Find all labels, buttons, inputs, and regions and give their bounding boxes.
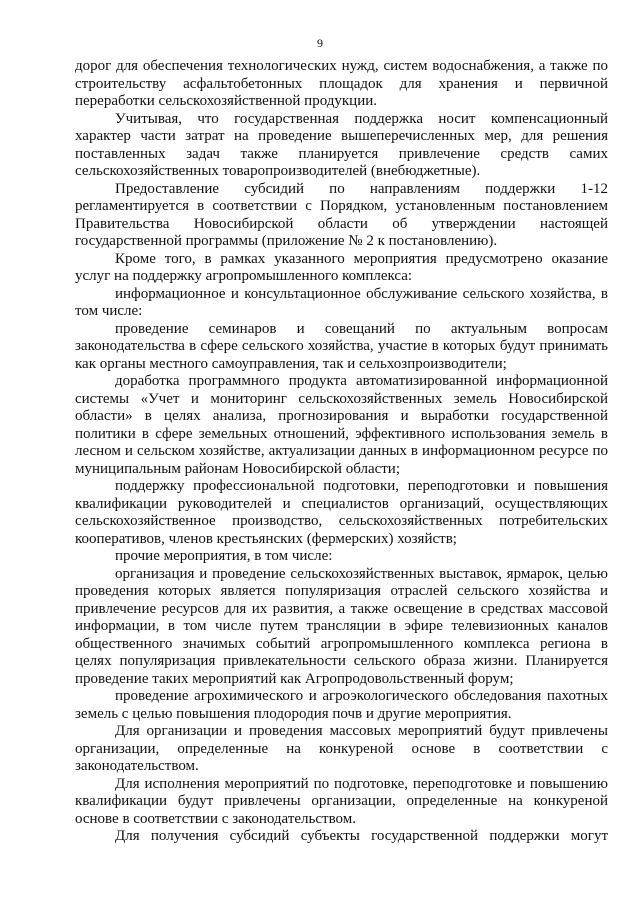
paragraph: Кроме того, в рамках указанного мероприятия предусмотрено оказание услуг на поддержку агропромышленного комплекса: (75, 250, 608, 284)
paragraph: информационное и консультационное обслуживание сельского хозяйства, в том числе: (75, 285, 608, 319)
paragraph: Предоставление субсидий по направлениям поддержки 1-12 регламентируется в соответствии с Порядком, установленным постановлением Правительства Новосибирской области об утверждении настоящей государственной программы (приложение № 2 к постановлению). (75, 180, 608, 249)
paragraph: Для организации и проведения массовых мероприятий будут привлечены организации, определенные на конкуреной основе в соответствии с законодательством. (75, 723, 608, 774)
paragraph: Для исполнения мероприятий по подготовке, переподготовке и повышению квалификации будут привлечены организации, определенные на конкуреной основе в соответствии с законодательством. (75, 775, 608, 827)
page-number: 9 (317, 36, 323, 50)
paragraph: доработка программного продукта автоматизированной информационной системы «Учет и мониторинг сельскохозяйственных земель Новосибирской области» в целях анализа, прогнозирования и выработки государственной политики в сфере земельных отношений, эффективного использования земель в лесном и сельском хозяйстве, актуализации данных в информационном ресурсе по муниципальным районам Новосибирской области; (75, 373, 608, 477)
paragraph: организация и проведение сельскохозяйственных выставок, ярмарок, целью проведения которых является популяризация отраслей сельского хозяйства и привлечение ресурсов для их развития, а также освещение в средствах массовой информации, в том числе путем трансляции в эфире телевизионных каналов общественного значимых событий агропромышленного комплекса региона в целях популяризация привлекательности сельского образа жизни. Планируется проведение таких мероприятий как Агропродовольственный форум; (75, 565, 608, 687)
paragraph: проведение семинаров и совещаний по актуальным вопросам законодательства в сфере сельского хозяйства, участие в которых будут принимать как органы местного самоуправления, так и сельхозпроизводители; (75, 320, 608, 372)
paragraph-continuation: дорог для обеспечения технологических нужд, систем водоснабжения, а также по строительству асфальтобетонных площадок для хранения и первичной переработки сельскохозяйственной продукции. (75, 58, 608, 109)
body-text (75, 58, 608, 846)
paragraph: поддержку профессиональной подготовки, переподготовки и повышения квалификации руководителей и специалистов организаций, осуществляющих сельскохозяйственное производство, сельскохозяйственных потребительских кооперативов, членов крестьянских (фермерских) хозяйств; (75, 478, 608, 547)
paragraph: прочие мероприятия, в том числе: (115, 548, 333, 564)
paragraph-last: Для получения субсидий субъекты государственной поддержки могут (115, 828, 608, 844)
paragraph: проведение агрохимического и агроэкологического обследования пахотных земель с целью повышения плодородия почв и другие мероприятия. (75, 688, 608, 722)
paragraph: Учитывая, что государственная поддержка носит компенсационный характер части затрат на проведение вышеперечисленных мер, для решения поставленных задач также планируется привлечение средств самих сельскохозяйственных товаропроизводителей (внебюджетные). (75, 110, 608, 179)
